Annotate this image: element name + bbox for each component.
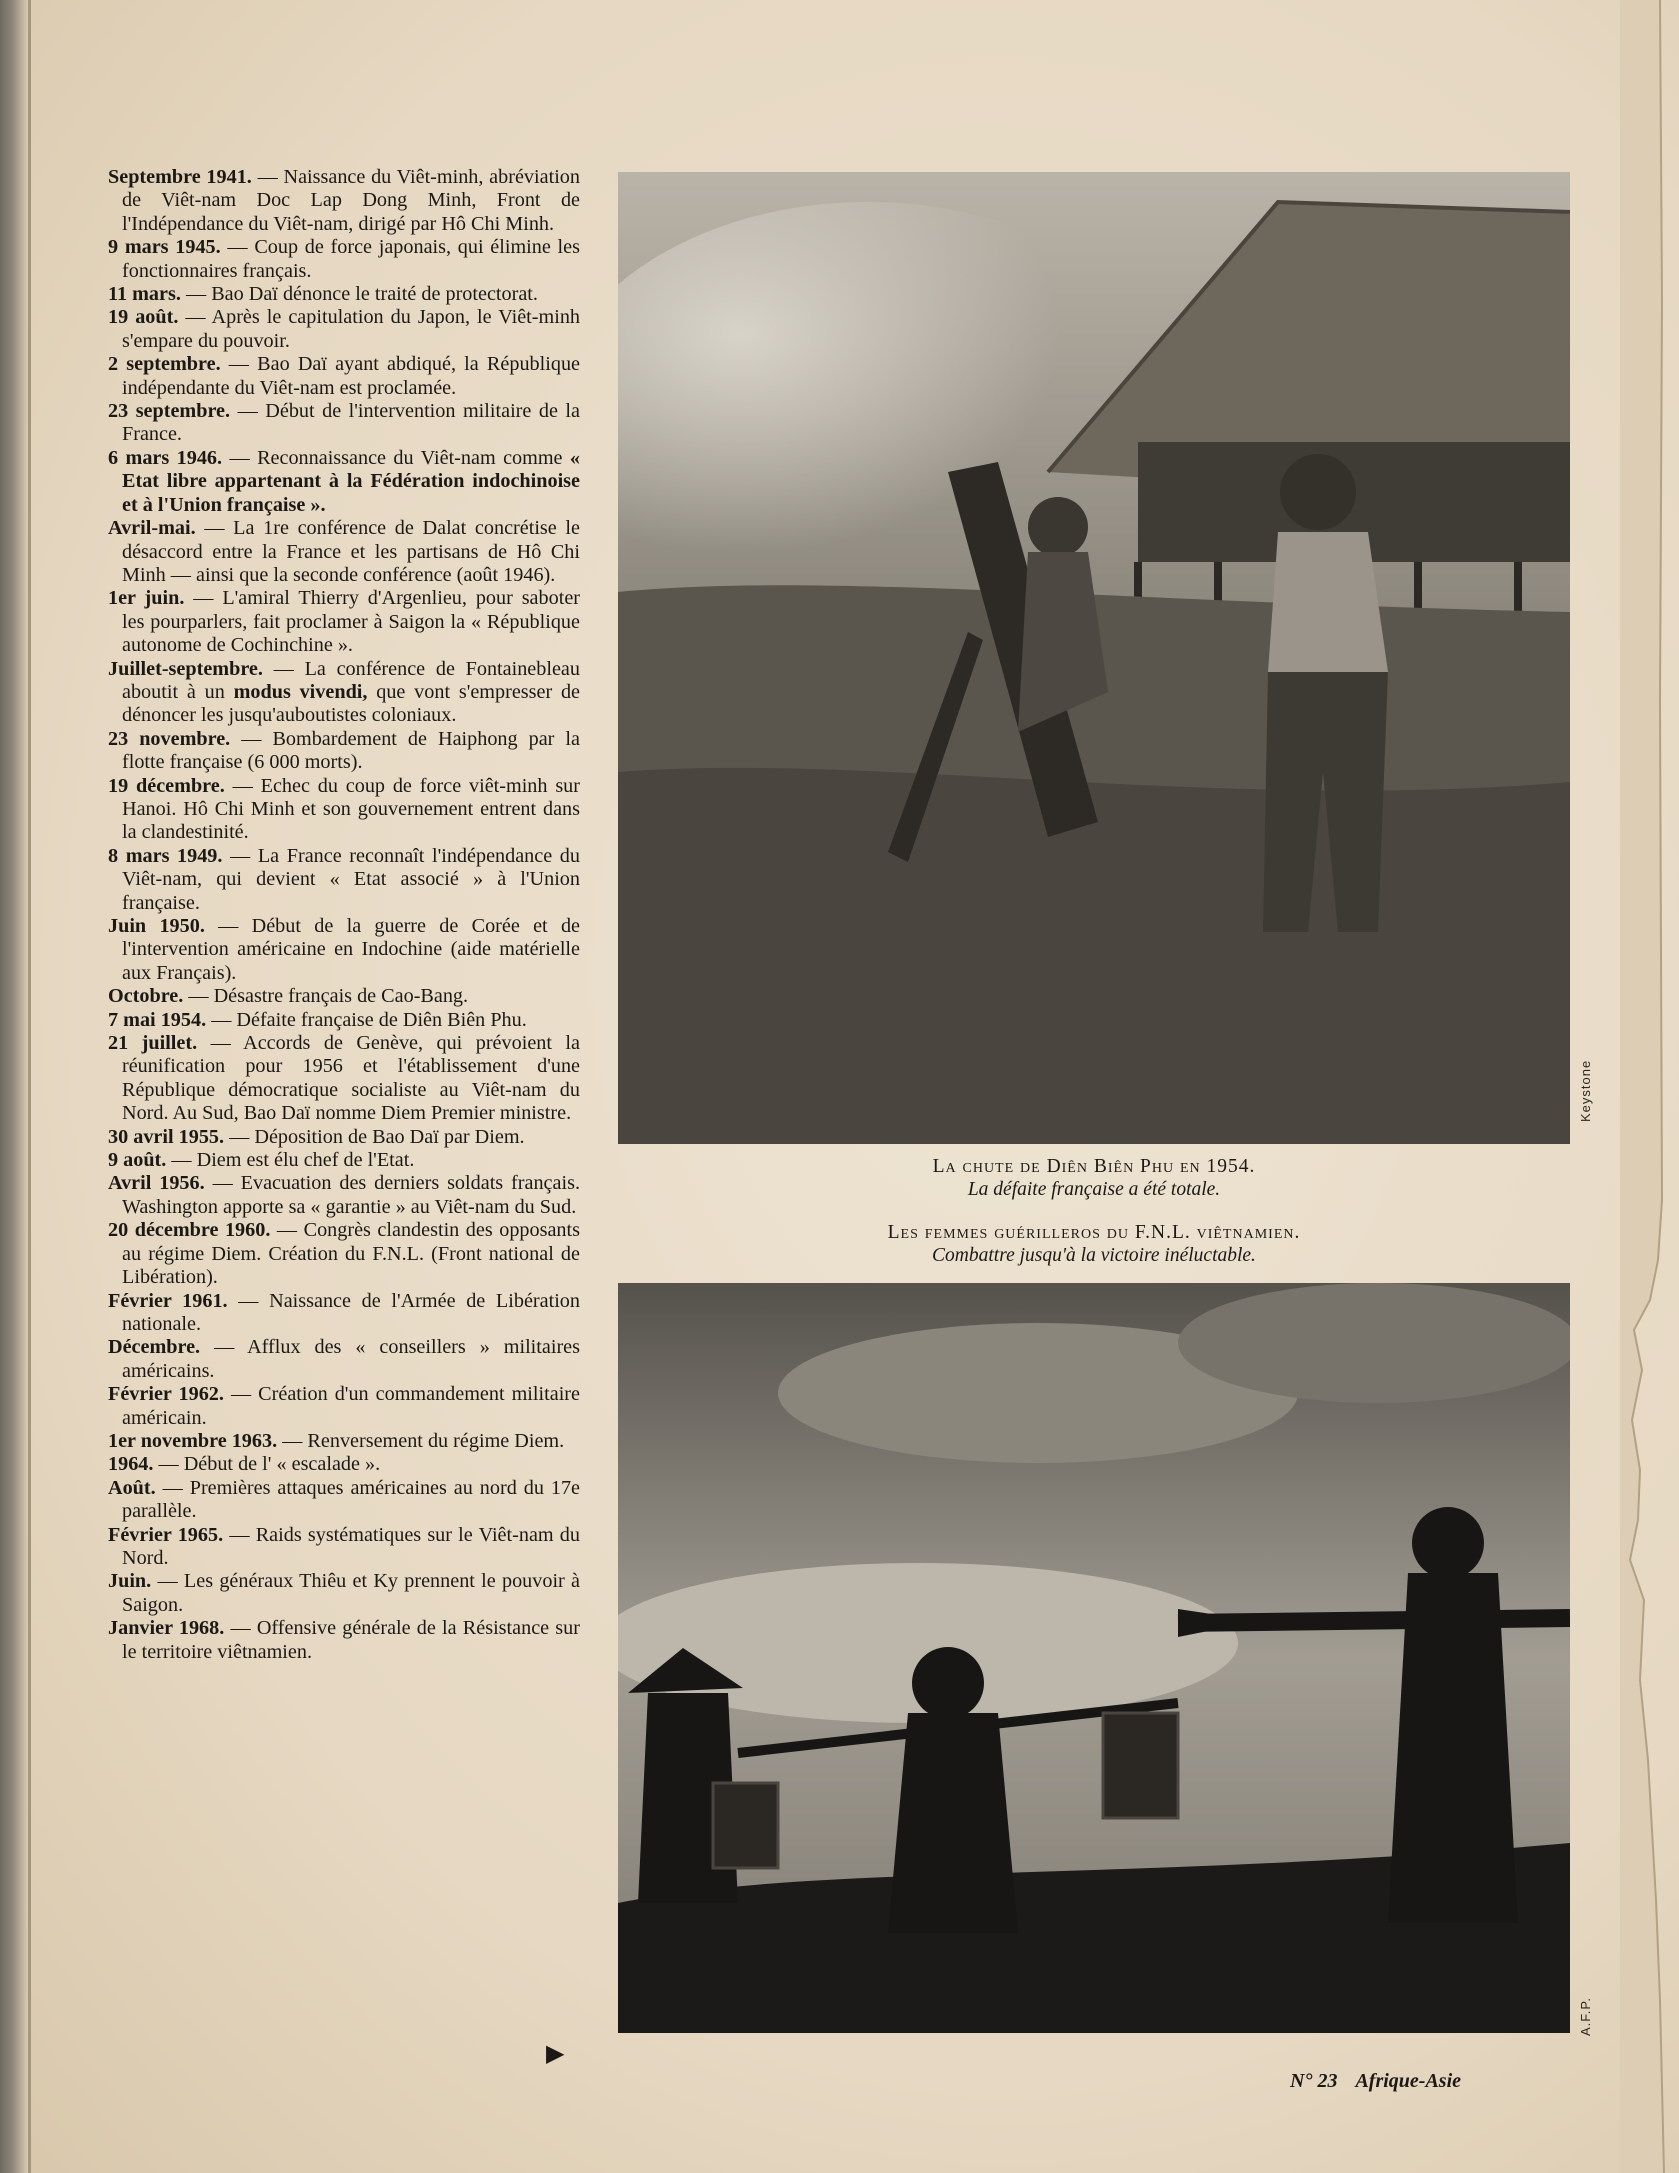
chronology-entry — [108, 985, 580, 1008]
entry-date: 23 novembre. — [108, 727, 231, 750]
entry-text-after: que vont s'empresser de dénoncer les jusqu'auboutistes coloniaux. — [122, 680, 581, 727]
photo2-caption-subtitle: Combattre jusqu'à la victoire inéluctable. — [932, 1245, 1256, 1266]
chronology-entry — [108, 1126, 580, 1149]
entry-text: — Naissance de l'Armée de Libération nationale. — [122, 1289, 580, 1335]
photo1-caption-subtitle: La défaite française a été totale. — [967, 1179, 1221, 1200]
entry-date: Février 1961. — [108, 1289, 228, 1312]
entry-text: — La France reconnaît l'indépendance du Viêt-nam, qui devient « Etat associé » à l'Union française. — [122, 844, 580, 914]
entry-text: — Offensive générale de la Résistance sur le territoire viêtnamien. — [122, 1617, 580, 1663]
entry-date: 1er juin. — [108, 587, 185, 610]
entry-text: — Premières attaques américaines au nord du 17e parallèle. — [122, 1476, 580, 1523]
chronology-entry — [108, 306, 580, 353]
facing-page-edge — [0, 0, 28, 2173]
chronology-entry — [108, 447, 580, 517]
entry-date: 2 septembre. — [108, 353, 221, 376]
entry-emphasis: « Etat libre appartenant à la Fédération indochinoise et à l'Union française ». — [122, 446, 580, 516]
entry-date: 11 mars. — [108, 283, 181, 306]
entry-date: Avril-mai. — [108, 517, 196, 540]
entry-date: 1964. — [108, 1453, 154, 1476]
entry-date: 9 août. — [108, 1149, 167, 1172]
entry-date: 19 décembre. — [108, 774, 225, 797]
chronology-entry — [108, 728, 580, 775]
entry-text: — Déposition de Bao Daï par Diem. — [224, 1125, 525, 1148]
entry-text: — La conférence de Fontainebleau aboutit à un — [122, 657, 580, 703]
entry-text: — La 1re conférence de Dalat concrétise le désaccord entre la France et les partisans de Hô Chi Minh — ainsi que la seconde conférence (août 1946). — [122, 517, 580, 586]
chronology-column — [108, 166, 580, 1664]
entry-date: 1er novembre 1963. — [108, 1429, 278, 1452]
entry-text: — Début de l'intervention militaire de la France. — [122, 400, 581, 446]
chronology-entry — [108, 400, 580, 447]
entry-text: — L'amiral Thierry d'Argenlieu, pour saboter les pourparlers, fait proclamer à Saigon la « République autonome de Cochinchine ». — [122, 587, 580, 657]
photo1-caption-title: La chute de Diên Biên Phu en 1954. — [932, 1156, 1256, 1177]
issue-number: N° 23 — [1290, 2070, 1338, 2092]
chronology-entry — [108, 1570, 580, 1617]
chronology-entry — [108, 1219, 580, 1289]
entry-text: — Accords de Genève, qui prévoient la réunification pour 1956 et l'établissement d'une République démocratique socialiste au Viêt-nam du Nord. Au Sud, Bao Daï nomme Diem Premier ministre. — [122, 1032, 581, 1125]
entry-date: Janvier 1968. — [108, 1617, 225, 1640]
chronology-entry — [108, 1149, 580, 1172]
magazine-name: Afrique-Asie — [1355, 2070, 1462, 2092]
chronology-entry — [108, 1524, 580, 1571]
entry-text: — Défaite française de Diên Biên Phu. — [206, 1008, 527, 1031]
chronology-entry — [108, 1617, 580, 1664]
entry-date: 8 mars 1949. — [108, 844, 223, 867]
entry-date: Octobre. — [108, 985, 184, 1008]
entry-date: 6 mars 1946. — [108, 446, 223, 469]
page-footer — [1290, 2070, 1479, 2093]
chronology-entry — [108, 1383, 580, 1430]
photo-dien-bien-phu — [618, 172, 1570, 1144]
entry-text: — Naissance du Viêt-minh, abréviation de Viêt-nam Doc Lap Dong Minh, Front de l'Indépendance du Viêt-nam, dirigé par Hô Chi Minh. — [122, 166, 580, 235]
entry-date: Août. — [108, 1476, 156, 1499]
entry-text: — Bombardement de Haiphong par la flotte française (6 000 morts). — [122, 727, 580, 774]
entry-date: Juin 1950. — [108, 915, 205, 937]
entry-date: 23 septembre. — [108, 400, 231, 423]
entry-date: Avril 1956. — [108, 1172, 205, 1195]
entry-text: — Congrès clandestin des opposants au régime Diem. Création du F.N.L. (Front national de Libération). — [122, 1219, 580, 1289]
entry-text: — Coup de force japonais, qui élimine les fonctionnaires français. — [122, 236, 580, 282]
entry-text: — Bao Daï ayant abdiqué, la République indépendante du Viêt-nam est proclamée. — [122, 353, 580, 399]
photo2-caption — [618, 1221, 1570, 1267]
entry-text: — Bao Daï dénonce le traité de protectorat. — [180, 283, 538, 306]
entry-date: Juin. — [108, 1570, 152, 1593]
entry-date: Juillet-septembre. — [108, 657, 263, 680]
chronology-entry — [108, 517, 580, 587]
entry-date: 9 mars 1945. — [108, 236, 221, 259]
chronology-entry — [108, 1290, 580, 1337]
entry-emphasis: modus vivendi, — [233, 680, 368, 703]
chronology-entry — [108, 166, 580, 236]
entry-text: — Reconnaissance du Viêt-nam comme — [222, 446, 570, 469]
chronology-entry — [108, 1009, 580, 1032]
chronology-entry — [108, 353, 580, 400]
photo-fnl-guerrilla-women — [618, 1283, 1570, 2033]
photo1-caption — [618, 1155, 1570, 1201]
chronology-entry — [108, 658, 580, 728]
entry-text: — Désastre français de Cao-Bang. — [183, 985, 469, 1008]
entry-date: Février 1965. — [108, 1523, 224, 1546]
entry-date: Février 1962. — [108, 1383, 224, 1406]
chronology-entry — [108, 1032, 580, 1126]
entry-date: 21 juillet. — [108, 1032, 198, 1055]
entry-date: Décembre. — [108, 1336, 201, 1359]
entry-text: — Les généraux Thiêu et Ky prennent le pouvoir à Saigon. — [122, 1570, 580, 1616]
binding-fold — [28, 0, 31, 2173]
chronology-entry — [108, 1430, 580, 1453]
entry-text: — Raids systématiques sur le Viêt-nam du Nord. — [122, 1523, 580, 1569]
entry-date: 30 avril 1955. — [108, 1125, 225, 1148]
entry-text: — Début de l' « escalade ». — [153, 1453, 381, 1476]
chronology-entry — [108, 1477, 580, 1524]
entry-text: — Début de la guerre de Corée et de l'intervention américaine en Indochine (aide matérielle aux Français). — [122, 915, 580, 984]
entry-date: Septembre 1941. — [108, 166, 252, 188]
entry-date: 19 août. — [108, 306, 179, 329]
chronology-entry — [108, 236, 580, 283]
entry-text: — Renversement du régime Diem. — [277, 1429, 565, 1452]
entry-text: — Diem est élu chef de l'Etat. — [166, 1149, 415, 1172]
chronology-entry — [108, 775, 580, 845]
chronology-entry — [108, 587, 580, 657]
entry-text: — Création d'un commandement militaire américain. — [122, 1383, 580, 1429]
chronology-entry — [108, 283, 580, 306]
continue-arrow-icon: ▶ — [546, 2041, 565, 2067]
photo-credit-afp: A.F.P. — [1578, 1996, 1593, 2036]
chronology-entry — [108, 1453, 580, 1476]
entry-text: — Après le capitulation du Japon, le Viêt-minh s'empare du pouvoir. — [122, 306, 581, 352]
chronology-entry — [108, 1172, 580, 1219]
chronology-entry — [108, 845, 580, 915]
chronology-entry — [108, 915, 580, 985]
photo-credit-keystone: Keystone — [1578, 1059, 1593, 1122]
torn-page-edge — [1620, 0, 1679, 2173]
chronology-entry — [108, 1336, 580, 1383]
entry-date: 20 décembre 1960. — [108, 1219, 271, 1242]
entry-date: 7 mai 1954. — [108, 1008, 207, 1031]
photo2-caption-title: Les femmes guérilleros du F.N.L. viêtnamien. — [887, 1222, 1301, 1243]
entry-text: — Echec du coup de force viêt-minh sur Hanoi. Hô Chi Minh et son gouvernement entrent dans la clandestinité. — [122, 774, 580, 844]
entry-text: — Afflux des « conseillers » militaires américains. — [122, 1336, 580, 1382]
entry-text: — Evacuation des derniers soldats français. Washington apporte sa « garantie » au Viêt-nam du Sud. — [122, 1172, 580, 1218]
